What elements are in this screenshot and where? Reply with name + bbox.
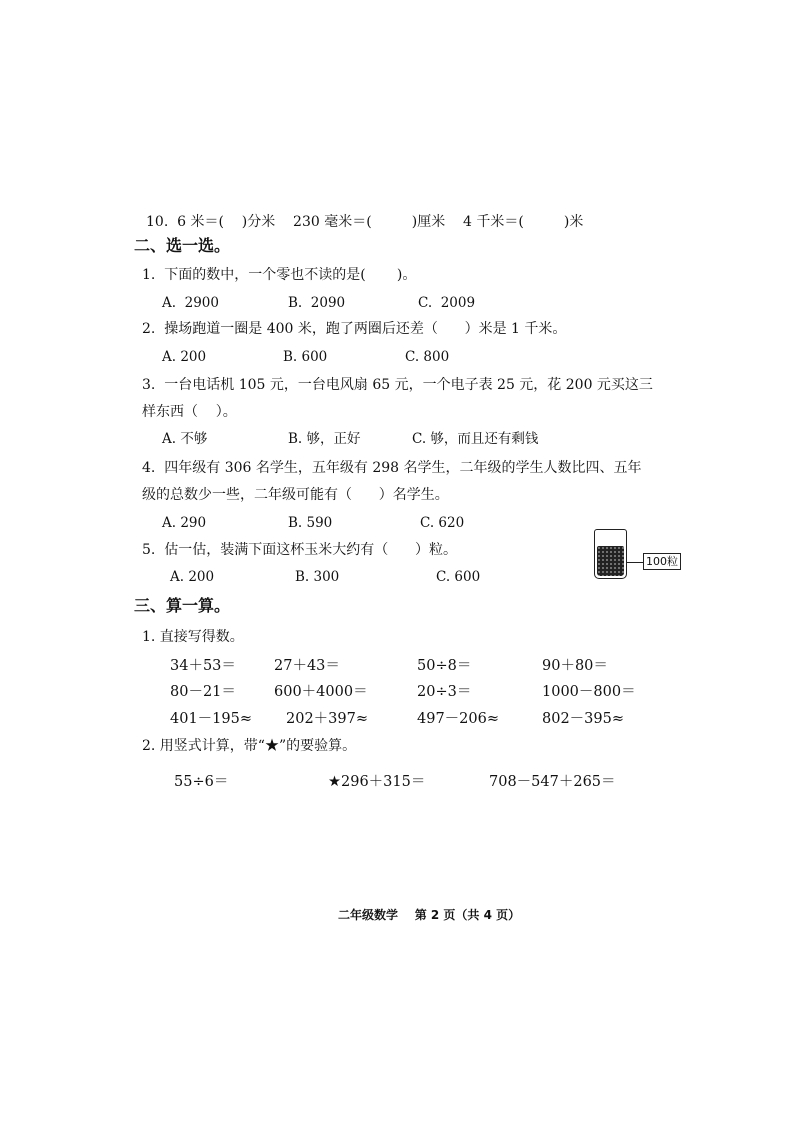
q3-line-2: 样东西（ ）。	[142, 404, 237, 420]
calc-r3-c1: 401－195≈	[170, 711, 253, 727]
q5-text: 5. 估一估，装满下面这杯玉米大约有（ ）粒。	[142, 542, 457, 558]
q4-option-a: A. 290	[162, 515, 207, 531]
calc-r1-c3: 50÷8＝	[417, 658, 472, 674]
calc-r2-c2: 600＋4000＝	[274, 684, 368, 700]
q4-option-b: B. 590	[288, 515, 333, 531]
q2-text: 2. 操场跑道一圈是 400 米，跑了两圈后还差（ ）米是 1 千米。	[142, 321, 567, 337]
vertical-calc-2: ★296＋315＝	[328, 774, 426, 790]
q1-option-c: C. 2009	[418, 295, 476, 311]
q3-option-a: A. 不够	[162, 431, 208, 447]
calc-r1-c2: 27＋43＝	[274, 658, 340, 674]
q2-option-b: B. 600	[283, 349, 328, 365]
q2-option-c: C. 800	[405, 349, 450, 365]
cup-pointer-line	[627, 562, 644, 563]
vertical-calc-1: 55÷6＝	[174, 774, 229, 790]
section-3-sub-2: 2. 用竖式计算，带“★”的要验算。	[142, 738, 357, 754]
corn-cup-illustration	[594, 529, 627, 579]
calc-r3-c4: 802－395≈	[542, 711, 625, 727]
calc-r3-c3: 497－206≈	[417, 711, 500, 727]
calc-r2-c3: 20÷3＝	[417, 684, 472, 700]
calc-r2-c4: 1000－800＝	[542, 684, 636, 700]
q3-option-b: B. 够，正好	[288, 431, 361, 447]
section-3-heading: 三、算一算。	[134, 596, 231, 615]
q1-option-b: B. 2090	[288, 295, 346, 311]
q2-option-a: A. 200	[162, 349, 207, 365]
q4-line-2: 级的总数少一些，二年级可能有（ ）名学生。	[142, 487, 449, 503]
cup-label: 100粒	[643, 553, 681, 570]
calc-r3-c2: 202＋397≈	[286, 711, 369, 727]
question-10: 10. 6 米＝( )分米 230 毫米＝( )厘米 4 千米＝( )米	[146, 214, 584, 230]
calc-r1-c1: 34＋53＝	[170, 658, 236, 674]
calc-r2-c1: 80－21＝	[170, 684, 236, 700]
q3-line-1: 3. 一台电话机 105 元，一台电风扇 65 元，一个电子表 25 元，花 200 元买这三	[142, 377, 653, 393]
q1-text: 1. 下面的数中，一个零也不读的是( )。	[142, 267, 417, 283]
corn-fill	[597, 546, 624, 576]
page-footer: 二年级数学 第 2 页（共 4 页）	[338, 908, 521, 922]
vertical-calc-3: 708－547＋265＝	[489, 774, 616, 790]
q5-option-b: B. 300	[295, 569, 340, 585]
q5-option-c: C. 600	[436, 569, 481, 585]
calc-r1-c4: 90＋80＝	[542, 658, 608, 674]
section-3-sub-1: 1. 直接写得数。	[142, 629, 244, 645]
section-2-heading: 二、选一选。	[134, 236, 231, 255]
q4-line-1: 4. 四年级有 306 名学生，五年级有 298 名学生，二年级的学生人数比四、五年	[142, 460, 642, 476]
q4-option-c: C. 620	[420, 515, 465, 531]
q3-option-c: C. 够，而且还有剩钱	[412, 431, 539, 447]
q5-option-a: A. 200	[170, 569, 215, 585]
q1-option-a: A. 2900	[162, 295, 219, 311]
